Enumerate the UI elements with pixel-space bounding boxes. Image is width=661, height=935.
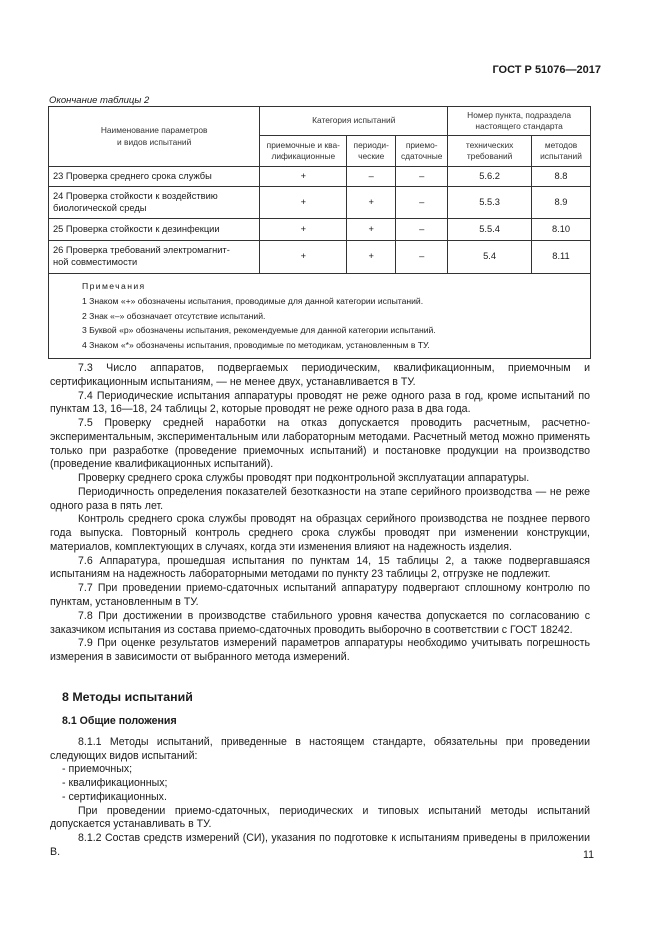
paragraph: Контроль среднего срока службы проводят на образцах серийного производства не позднее первого года выпуска. Повторный контроль среднего срока службы проводят при изменении конструкции, материалов, комплектующих в случаях, когда эти изменения влияют на надежность изделия. [50, 513, 590, 553]
table-row [49, 219, 591, 241]
header-standard-clause: Номер пункта, подраздела настоящего стандарта [448, 107, 591, 136]
section-heading-8: 8 Методы испытаний [62, 689, 193, 704]
document-code: ГОСТ Р 51076—2017 [492, 64, 601, 76]
table-row [49, 167, 591, 187]
cell-acceptance: + [260, 241, 347, 274]
row-name: 25 Проверка стойкости к дезинфекции [49, 219, 260, 241]
body-text [50, 362, 590, 860]
paragraph-7-5: 7.5 Проверку средней наработки на отказ допускается проводить расчетным, расчетно-экспериментальным, экспериментальным или лабораторным методами. Расчетный метод можно применять только при разработке (проведение приемочных испытаний) и постановке продукции на производство (проведение квалификационных испытаний). [50, 417, 590, 471]
paragraph-8-1-1: 8.1.1 Методы испытаний, приведенные в настоящем стандарте, обязательны при проведении следующих видов испытаний: [50, 735, 590, 762]
list-item: - квалификационных; [62, 777, 168, 790]
cell-tech-requirement: 5.5.4 [448, 219, 532, 241]
subsection-heading-8-1: 8.1 Общие положения [62, 714, 177, 727]
table-row [49, 187, 591, 219]
cell-acceptance: + [260, 187, 347, 219]
cell-periodic: + [347, 241, 396, 274]
header-periodic: периоди- ческие [347, 136, 396, 167]
cell-test-method: 8.10 [532, 219, 591, 241]
list-item: - приемочных; [62, 763, 133, 776]
notes-title: Примечания [82, 281, 146, 291]
paragraph-7-6: 7.6 Аппаратура, прошедшая испытания по пунктам 14, 15 таблицы 2, а также подвергавшаяся испытаниям на надежность лабораторными методами по пункту 23 таблицы 2, отгрузке не подлежит. [50, 554, 590, 581]
paragraph-7-7: 7.7 При проведении приемо-сдаточных испытаний аппаратуру подвергают сплошному контролю по пунктам, установленным в ТУ. [50, 582, 590, 609]
cell-acceptance: + [260, 167, 347, 187]
cell-periodic: + [347, 187, 396, 219]
table-row [49, 241, 591, 274]
cell-handover: – [396, 167, 448, 187]
row-name: 26 Проверка требований электромагнит- ной совместимости [49, 241, 260, 274]
paragraph-7-8: 7.8 При достижении в производстве стабильного уровня качества допускается по согласованию с заказчиком испытания из состава приемо-сдаточных проводить выборочно в соответствии с ГОСТ 18242. [50, 609, 590, 636]
row-name: 23 Проверка среднего срока службы [49, 167, 260, 187]
paragraph-7-4: 7.4 Периодические испытания аппаратуры проводят не реже одного раза в год, кроме испытаний по пунктам 13, 16—18, 24 таблицы 2, которые проводят не реже одного раза в два года. [50, 389, 590, 416]
cell-handover: – [396, 219, 448, 241]
header-handover: приемо- сдаточные [396, 136, 448, 167]
cell-handover: – [396, 241, 448, 274]
cell-periodic: + [347, 219, 396, 241]
cell-handover: – [396, 187, 448, 219]
table-notes-row [49, 274, 591, 359]
paragraph: Проверку среднего срока службы проводят при подконтрольной эксплуатации аппаратуры. [78, 472, 530, 485]
header-param-name: Наименование параметров и видов испытаний [49, 107, 260, 167]
paragraph: При проведении приемо-сдаточных, периодических и типовых испытаний методы испытаний допускается устанавливать в ТУ. [50, 804, 590, 831]
cell-tech-requirement: 5.5.3 [448, 187, 532, 219]
note-item: 1 Знаком «+» обозначены испытания, проводимые для данной категории испытаний. [82, 295, 424, 306]
paragraph-7-3: 7.3 Число аппаратов, подвергаемых периодическим, квалификационным, приемочным и сертификационным испытаниям, — не менее двух, устанавливается в ТУ. [50, 362, 590, 388]
header-test-category: Категория испытаний [260, 107, 448, 136]
table-caption: Окончание таблицы 2 [49, 95, 150, 106]
table-notes [49, 274, 591, 359]
cell-tech-requirement: 5.6.2 [448, 167, 532, 187]
paragraph: Периодичность определения показателей безотказности на этапе серийного производства — не реже одного раза в пять лет. [50, 485, 590, 512]
note-item: 4 Знаком «*» обозначены испытания, проводимые по методикам, установленным в ТУ. [82, 340, 430, 351]
note-item: 3 Буквой «р» обозначены испытания, рекомендуемые для данной категории испытаний. [82, 325, 436, 336]
paragraph-7-9: 7.9 При оценке результатов измерений параметров аппаратуры необходимо учитывать погрешность измерения в зависимости от выбранного метода измерений. [50, 637, 590, 664]
cell-test-method: 8.9 [532, 187, 591, 219]
header-tech-requirements: технических требований [448, 136, 532, 167]
paragraph-8-1-2: 8.1.2 Состав средств измерений (СИ), указания по подготовке к испытаниям приведены в приложении В. [50, 832, 590, 858]
note-item: 2 Знак «–» обозначает отсутствие испытаний. [82, 310, 266, 321]
header-acceptance: приемочные и ква- лификационные [260, 136, 347, 167]
cell-test-method: 8.11 [532, 241, 591, 274]
cell-test-method: 8.8 [532, 167, 591, 187]
row-name: 24 Проверка стойкости к воздействию биологической среды [49, 187, 260, 219]
cell-acceptance: + [260, 219, 347, 241]
cell-tech-requirement: 5.4 [448, 241, 532, 274]
tests-table [48, 106, 591, 359]
list-item: - сертификационных. [62, 790, 167, 803]
cell-periodic: – [347, 167, 396, 187]
page-number: 11 [583, 849, 594, 861]
header-test-methods: методов испытаний [532, 136, 591, 167]
